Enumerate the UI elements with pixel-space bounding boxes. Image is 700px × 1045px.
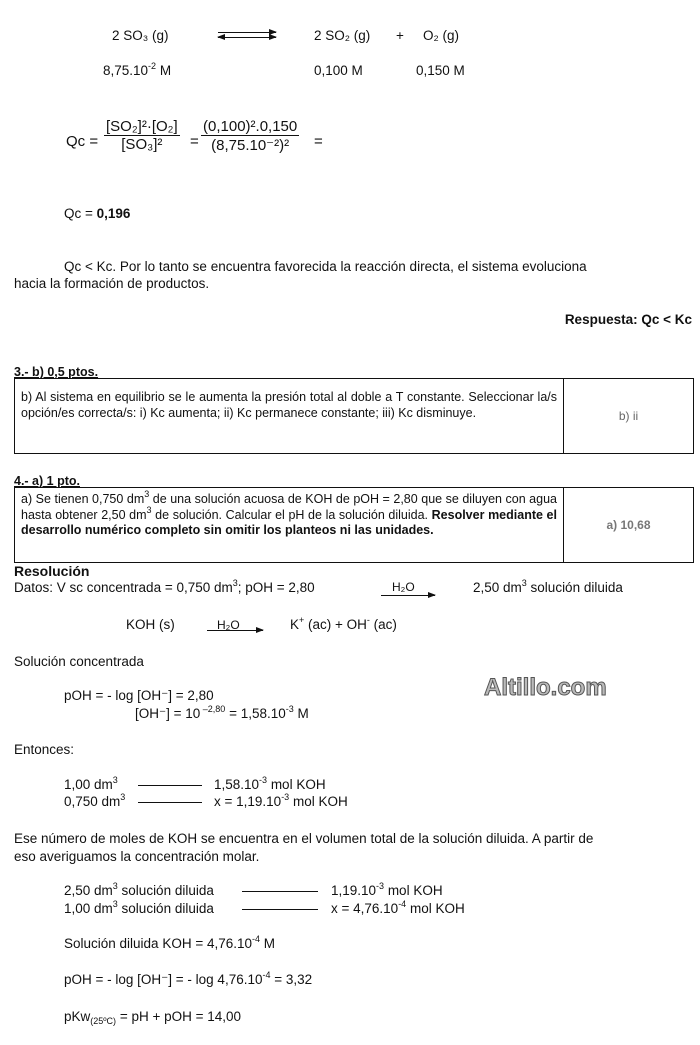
reaction-product-o2: O₂ (g): [423, 28, 459, 43]
datos-diluted: 2,50 $dm^3$ solución diluida: [473, 578, 623, 595]
koh-left: KOH (s): [126, 617, 175, 632]
equilibrium-arrow-reverse: [218, 37, 276, 38]
oh-concentration: [OH⁻] = 10 $^{-2,80} = 1,58.10^{-3}$ M: [135, 704, 309, 721]
ratio3-right: $1,19.10^{-3}$ mol KOH: [331, 881, 443, 898]
ratio1-left: 1,00 $dm^3$: [64, 775, 118, 792]
h2o-label-1: H₂O: [392, 580, 415, 594]
reaction-product-so2: 2 SO₂ (g): [314, 28, 371, 43]
ratio2-line: [138, 802, 202, 803]
qc-label: Qc =: [66, 133, 99, 150]
conclusion-line-2: hacia la formación de productos.: [14, 276, 210, 291]
paragraph-line-2: eso averiguamos la concentración molar.: [14, 849, 260, 864]
q3-box: [14, 378, 694, 454]
ratio1-line: [138, 785, 202, 786]
qc-equals: =: [190, 133, 199, 150]
ratio3-left: 2,50 $dm^3$ solución diluida: [64, 881, 214, 898]
qc-denominator: [SO₃]²: [104, 135, 180, 153]
poh-line-2: pOH = - log [OH⁻] = - $\log 4,76.10^{-4} = 3,32$: [64, 970, 313, 987]
koh-products: K+ (ac) + OH- (ac): [290, 615, 397, 632]
qc-numeric-denominator: (8,75.10⁻²)²: [201, 135, 299, 154]
qc-fraction-symbolic: [104, 118, 180, 153]
dissociation-arrow: [207, 630, 263, 631]
ratio1-right: $1,58.10^{-3}$ mol KOH: [214, 775, 326, 792]
q3-answer: b) ii: [618, 409, 639, 423]
ratio2-left: 0,750 $dm^3$: [64, 792, 126, 809]
sol-diluida-koh: Solución diluida KOH = $4,76.10^{-4}$ M: [64, 934, 276, 951]
q4-text: a) Se tienen 0,750 $dm^3$ de una solución acuosa de KOH de pOH = 2,80 que se diluyen con agua hasta obtener 2,50 $dm^3$ de solución. Calcular el pH de la solución diluida. Resolver mediante el desarrollo numérico completo sin omitir los planteos ni las unidades.: [15, 488, 564, 562]
resolucion-title: Resolución: [14, 563, 90, 579]
reaction-plus: +: [396, 28, 404, 43]
conclusion-line-1: Qc < Kc. Por lo tanto se encuentra favorecida la reacción directa, el sistema evoluciona: [64, 259, 587, 274]
datos-line: Datos: V sc concentrada = 0,750 $dm^3$; pOH = 2,80: [14, 578, 315, 595]
watermark-logo: Altillo.com: [484, 674, 607, 701]
ratio2-right: $x = 1,19.10^{-3}$ mol KOH: [214, 792, 348, 809]
sol-concentrada: Solución concentrada: [14, 654, 144, 669]
qc-numeric-numerator: (0,100)².0,150: [203, 118, 298, 135]
qc-equals-end: =: [314, 133, 323, 150]
q3-text: b) Al sistema en equilibrio se le aumenta la presión total al doble a T constante. Seleccionar la/s opción/es correcta/s: i) Kc aumenta; ii) Kc permanece constante; iii) Kc disminuye.: [15, 379, 564, 453]
ratio4-left: 1,00 $dm^3$ solución diluida: [64, 899, 214, 916]
q4-box: [14, 487, 694, 563]
h2o-label-2: H₂O: [217, 618, 240, 632]
qc-result: Qc = 0,196: [64, 206, 131, 221]
entonces: Entonces:: [14, 742, 75, 757]
reaction-reactant: 2 SO₃ (g): [112, 28, 169, 43]
q3-header: 3.- b) 0,5 ptos.: [14, 365, 99, 379]
conc-so2: 0,100 M: [314, 63, 363, 78]
conc-so3: $8,75.10^{-2}$ M: [103, 61, 172, 78]
q4-header: 4.- a) 1 pto.: [14, 474, 80, 488]
qc-fraction-numeric: [201, 118, 299, 154]
paragraph-line-1: Ese número de moles de KOH se encuentra en el volumen total de la solución diluida. A partir de: [14, 831, 594, 846]
ratio3-line: [242, 891, 318, 892]
ratio4-line: [242, 909, 318, 910]
ratio4-right: $x = 4,76.10^{-4}$ mol KOH: [331, 899, 465, 916]
qc-numerator: [SO₂]²·[O₂]: [106, 118, 178, 135]
answer-qc: Respuesta: Qc < Kc: [564, 312, 692, 327]
dilution-arrow: [381, 595, 435, 596]
equilibrium-arrow-forward: [218, 32, 276, 33]
pkw-line: pKw$_{(25ºC)}$ = pH + pOH = 14,00: [64, 1009, 242, 1026]
poh-line-1: pOH = - log [OH⁻] = 2,80: [64, 688, 214, 703]
conc-o2: 0,150 M: [416, 63, 465, 78]
q4-answer: a) 10,68: [606, 518, 651, 532]
